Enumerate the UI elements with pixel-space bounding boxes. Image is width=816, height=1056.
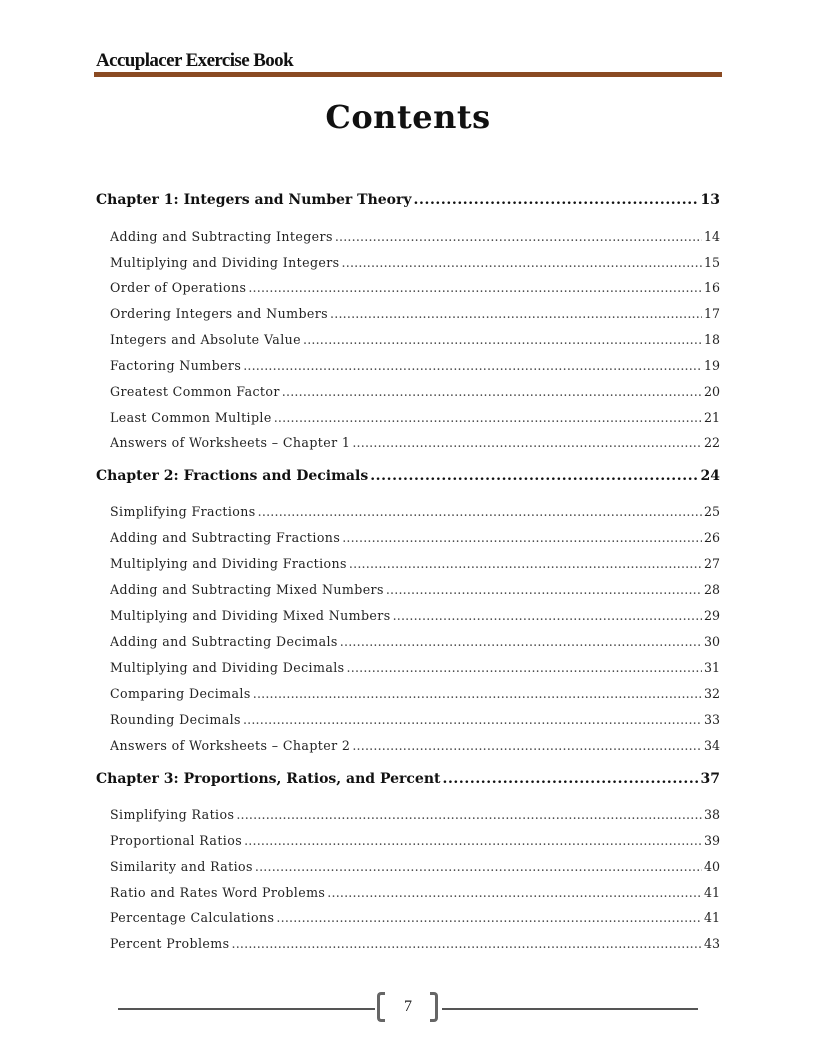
- dot-leader: [386, 582, 702, 597]
- dot-leader: [442, 771, 698, 787]
- entry-page: 34: [703, 738, 720, 753]
- entry-page: 41: [703, 910, 720, 925]
- toc-entry[interactable]: [110, 859, 720, 874]
- entry-page: 26: [703, 530, 720, 545]
- header-rule: [94, 72, 722, 77]
- dot-leader: [342, 255, 702, 270]
- dot-leader: [342, 530, 702, 545]
- dot-leader: [327, 885, 702, 900]
- dot-leader: [243, 712, 702, 727]
- entry-label: Proportional Ratios: [110, 833, 243, 848]
- dot-leader: [414, 192, 699, 208]
- running-head: Accuplacer Exercise Book: [96, 50, 294, 71]
- toc-entry[interactable]: [110, 332, 720, 347]
- dot-leader: [274, 410, 702, 425]
- toc-entry[interactable]: [110, 410, 720, 425]
- dot-leader: [352, 435, 702, 450]
- entry-label: Comparing Decimals: [110, 686, 251, 701]
- left-bracket-ornament: [377, 992, 385, 1022]
- chapter-label: Chapter 1: Integers and Number Theory: [96, 192, 412, 208]
- entry-label: Adding and Subtracting Integers: [110, 229, 333, 244]
- entry-label: Adding and Subtracting Mixed Numbers: [110, 582, 384, 597]
- dot-leader: [340, 634, 702, 649]
- entry-page: 21: [703, 410, 720, 425]
- toc-chapter-1[interactable]: [96, 192, 720, 208]
- entry-page: 39: [703, 833, 720, 848]
- entry-page: 30: [703, 634, 720, 649]
- dot-leader: [349, 556, 702, 571]
- dot-leader: [303, 332, 702, 347]
- entry-label: Rounding Decimals: [110, 712, 241, 727]
- entry-label: Answers of Worksheets – Chapter 2: [110, 738, 351, 753]
- toc-entry[interactable]: [110, 504, 720, 519]
- toc-entry[interactable]: [110, 255, 720, 270]
- entry-label: Multiplying and Dividing Integers: [110, 255, 340, 270]
- page-number: 7: [404, 998, 412, 1015]
- entry-label: Integers and Absolute Value: [110, 332, 301, 347]
- toc-entry[interactable]: [110, 634, 720, 649]
- entry-page: 20: [703, 384, 720, 399]
- toc-entry[interactable]: [110, 660, 720, 675]
- toc-entry[interactable]: [110, 910, 720, 925]
- dot-leader: [236, 807, 702, 822]
- entry-label: Adding and Subtracting Decimals: [110, 634, 338, 649]
- dot-leader: [393, 608, 702, 623]
- entry-label: Percent Problems: [110, 936, 230, 951]
- entry-page: 29: [703, 608, 720, 623]
- toc-entry[interactable]: [110, 280, 720, 295]
- entry-page: 16: [703, 280, 720, 295]
- page-title: Contents: [325, 98, 491, 136]
- entry-label: Multiplying and Dividing Fractions: [110, 556, 347, 571]
- footer-rule-right: [442, 1008, 698, 1010]
- toc-chapter-3[interactable]: [96, 771, 720, 787]
- entry-label: Factoring Numbers: [110, 358, 242, 373]
- toc-entry[interactable]: [110, 738, 720, 753]
- toc-entry[interactable]: [110, 384, 720, 399]
- entry-page: 18: [703, 332, 720, 347]
- dot-leader: [244, 833, 702, 848]
- toc-entry[interactable]: [110, 608, 720, 623]
- entry-page: 33: [703, 712, 720, 727]
- entry-page: 28: [703, 582, 720, 597]
- chapter-page: 24: [700, 468, 720, 484]
- dot-leader: [258, 504, 702, 519]
- toc-entry[interactable]: [110, 435, 720, 450]
- dot-leader: [243, 358, 702, 373]
- right-bracket-ornament: [430, 992, 438, 1022]
- toc-entry[interactable]: [110, 306, 720, 321]
- entry-label: Greatest Common Factor: [110, 384, 280, 399]
- entry-page: 38: [703, 807, 720, 822]
- toc-entry[interactable]: [110, 686, 720, 701]
- entry-label: Adding and Subtracting Fractions: [110, 530, 341, 545]
- chapter-page: 13: [700, 192, 720, 208]
- entry-page: 19: [703, 358, 720, 373]
- entry-label: Similarity and Ratios: [110, 859, 253, 874]
- entry-page: 41: [703, 885, 720, 900]
- dot-leader: [352, 738, 702, 753]
- toc-entry[interactable]: [110, 229, 720, 244]
- entry-page: 14: [703, 229, 720, 244]
- toc-entry[interactable]: [110, 358, 720, 373]
- entry-page: 17: [703, 306, 720, 321]
- toc-entry[interactable]: [110, 807, 720, 822]
- entry-label: Multiplying and Dividing Mixed Numbers: [110, 608, 391, 623]
- dot-leader: [330, 306, 702, 321]
- entry-label: Simplifying Fractions: [110, 504, 256, 519]
- toc-chapter-2[interactable]: [96, 468, 720, 484]
- toc-entry[interactable]: [110, 530, 720, 545]
- toc-entry[interactable]: [110, 885, 720, 900]
- toc-entry[interactable]: [110, 556, 720, 571]
- dot-leader: [370, 468, 698, 484]
- chapter-page: 37: [700, 771, 720, 787]
- footer-rule-left: [118, 1008, 375, 1010]
- entry-label: Least Common Multiple: [110, 410, 272, 425]
- entry-label: Ratio and Rates Word Problems: [110, 885, 326, 900]
- entry-label: Order of Operations: [110, 280, 247, 295]
- dot-leader: [255, 859, 702, 874]
- dot-leader: [347, 660, 702, 675]
- entry-label: Percentage Calculations: [110, 910, 275, 925]
- toc-entry[interactable]: [110, 712, 720, 727]
- dot-leader: [282, 384, 702, 399]
- dot-leader: [248, 280, 702, 295]
- entry-page: 43: [703, 936, 720, 951]
- dot-leader: [335, 229, 702, 244]
- toc-entry[interactable]: [110, 833, 720, 848]
- entry-label: Answers of Worksheets – Chapter 1: [110, 435, 351, 450]
- chapter-label: Chapter 3: Proportions, Ratios, and Percent: [96, 771, 441, 787]
- dot-leader: [276, 910, 702, 925]
- dot-leader: [232, 936, 702, 951]
- dot-leader: [253, 686, 702, 701]
- entry-page: 22: [703, 435, 720, 450]
- entry-page: 31: [703, 660, 720, 675]
- entry-page: 32: [703, 686, 720, 701]
- entry-label: Multiplying and Dividing Decimals: [110, 660, 345, 675]
- entry-label: Ordering Integers and Numbers: [110, 306, 329, 321]
- chapter-label: Chapter 2: Fractions and Decimals: [96, 468, 369, 484]
- entry-page: 27: [703, 556, 720, 571]
- toc-entry[interactable]: [110, 936, 720, 951]
- entry-page: 40: [703, 859, 720, 874]
- entry-label: Simplifying Ratios: [110, 807, 235, 822]
- entry-page: 15: [703, 255, 720, 270]
- entry-page: 25: [703, 504, 720, 519]
- toc-entry[interactable]: [110, 582, 720, 597]
